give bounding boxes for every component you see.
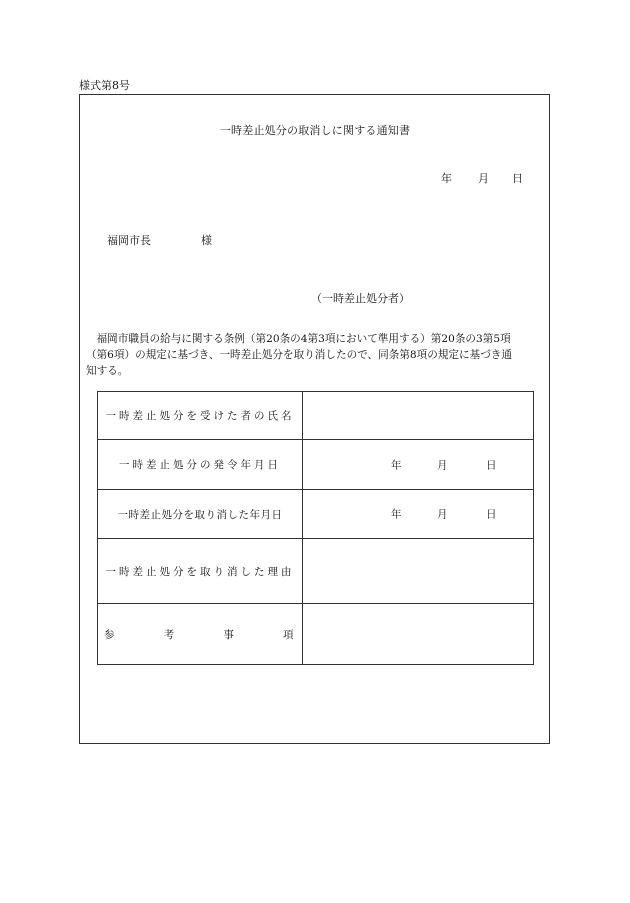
issue-date-year: 年 [441,172,452,185]
issue-date-month: 月 [478,172,489,185]
issue-date-field[interactable] [303,440,534,490]
sender-label: （一時差止処分者） [311,292,410,305]
row-label-revocation-date: 一時差止処分を取り消した年月日 [98,490,303,539]
table-row [98,490,534,539]
remarks-label-char: 参 [104,628,115,641]
row-label-recipient-name: 一時差止処分を受けた者の氏名 [98,392,303,440]
table-row [98,440,534,490]
recipient-name-field[interactable] [303,392,534,440]
table-row [98,604,534,665]
remarks-label-char: 事 [223,628,235,641]
row-label-issue-date: 一時差止処分の発令年月日 [98,440,303,490]
notice-body-line: （第6項）の規定に基づき、一時差止処分を取り消したので、同条第8項の規定に基づき通 [86,349,512,361]
revocation-date-field-day: 日 [486,508,497,521]
remarks-field[interactable] [303,604,534,665]
issue-date-field-month: 月 [437,459,448,471]
addressee-honorific: 様 [201,234,212,247]
issue-date [0,172,630,186]
revocation-date-field-year: 年 [391,508,402,521]
issue-date-day: 日 [512,172,523,185]
row-label-remarks [98,604,303,665]
revocation-reason-field[interactable] [303,539,534,604]
revocation-date-field-month: 月 [437,508,448,521]
issue-date-field-year: 年 [391,459,402,471]
addressee [107,234,212,248]
issue-date-field-day: 日 [486,459,497,471]
notice-body-line: 知する。 [86,365,129,377]
addressee-name: 福岡市長 [107,234,151,247]
details-table [97,391,534,665]
notice-body-line: 福岡市職員の給与に関する条例（第20条の4第3項において準用する）第20条の3第5項 [86,333,511,345]
form-number: 様式第8号 [79,79,130,92]
document-title: 一時差止処分の取消しに関する通知書 [219,124,411,137]
revocation-date-field[interactable] [303,490,534,539]
table-row [98,539,534,604]
table-row [98,392,534,440]
remarks-label-char: 項 [282,628,294,641]
remarks-label-char: 考 [163,628,175,641]
notice-body [86,331,542,379]
row-label-revocation-reason: 一時差止処分を取り消した理由 [98,539,303,604]
